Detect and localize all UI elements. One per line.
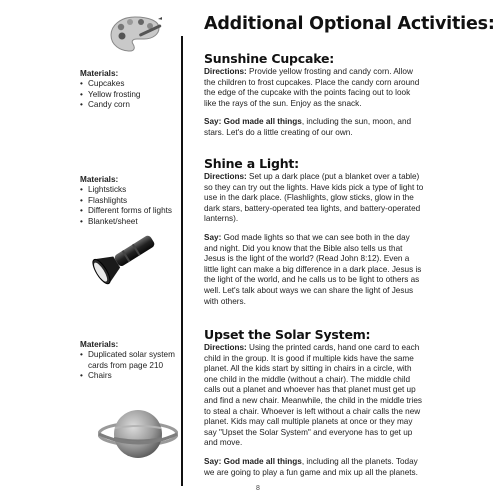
activity-section-solar bbox=[204, 327, 424, 486]
directions-text: Using the printed cards, hand one card to each child in the group. It is good if multiple kids have the same planet. All the kids start by sitting in chairs in a circle, with one child in the middle (without a chair). The middle child calls out a planet and whoever has that planet must get up and find a new chair. Meanwhile, the child in the middle tries to steal a chair. Whoever is left without a chair calls the new planet. Kids may call multiple planets at once or they may say "Upset the Solar System" and everyone has to get up and move. bbox=[204, 343, 422, 448]
materials-item: • Cupcakes bbox=[80, 79, 175, 89]
say-text: God made lights so that we can see both in the day and night. Did you know that the Bible also tells us that Jesus is the light of the world? (Read John 8:12). Even a little light can make a big difference in a dark place. Jesus is the light of the world, and he calls us to be light to others as well. Let's talk about ways we can share the light of Jesus with others. bbox=[204, 232, 422, 306]
directions-label: Directions: bbox=[204, 343, 247, 352]
say-text: , including the sun, moon, and stars. Let's do a little creating of our own. bbox=[204, 117, 412, 137]
materials-heading: Materials: bbox=[80, 69, 119, 78]
materials-list bbox=[80, 350, 175, 381]
page-number: 8 bbox=[256, 485, 260, 492]
column-divider bbox=[181, 36, 183, 486]
materials-heading: Materials: bbox=[80, 175, 119, 184]
paint-palette-icon bbox=[108, 14, 162, 54]
say-label: Say: God made all things bbox=[204, 456, 302, 466]
materials-item: • Lightsticks bbox=[80, 185, 175, 195]
activity-title: Upset the Solar System: bbox=[204, 327, 371, 342]
materials-item: • Candy corn bbox=[80, 100, 175, 110]
activity-say bbox=[204, 117, 424, 138]
directions-text: Provide yellow frosting and candy corn. Allow the children to frost cupcakes. Place the candy corn around the edge of the cupcake with the points facing out to look like the rays of the sun. Enjoy as the snack. bbox=[204, 67, 420, 108]
say-label: Say: God made all things bbox=[204, 117, 302, 127]
page-title: Additional Optional Activities: bbox=[204, 14, 495, 34]
activity-section-light bbox=[204, 156, 424, 315]
materials-item: • Blanket/sheet bbox=[80, 217, 175, 227]
materials-list bbox=[80, 185, 175, 227]
activity-say bbox=[204, 457, 424, 478]
materials-item: • Different forms of lights bbox=[80, 206, 175, 216]
materials-list bbox=[80, 79, 175, 110]
materials-item: • Flashlights bbox=[80, 196, 175, 206]
directions-label: Directions: bbox=[204, 67, 247, 76]
materials-block-solar bbox=[80, 340, 175, 382]
activity-say bbox=[204, 233, 424, 307]
activity-title: Shine a Light: bbox=[204, 156, 299, 171]
materials-block-light bbox=[80, 175, 175, 227]
flashlight-icon bbox=[86, 228, 166, 286]
directions-text: Set up a dark place (put a blanket over a table) so they can try out the lights. Have kids pick a type of light to use in the dark place. (Flashlights, glow sticks, glow in the dark stars, battery-operated tea lights, and battery-operated lanterns). bbox=[204, 172, 424, 224]
saturn-planet-icon bbox=[98, 398, 178, 470]
activity-directions bbox=[204, 172, 424, 225]
materials-heading: Materials: bbox=[80, 340, 119, 349]
materials-item: • Chairs bbox=[80, 371, 175, 381]
activity-title: Sunshine Cupcake: bbox=[204, 51, 335, 66]
materials-item: • Duplicated solar system cards from page 210 bbox=[80, 350, 175, 371]
say-text: , including all the planets. Today we are going to play a fun game and mix up all the planets. bbox=[204, 456, 418, 477]
materials-item: • Yellow frosting bbox=[80, 90, 175, 100]
activity-directions bbox=[204, 67, 424, 109]
activity-section-cupcake bbox=[204, 51, 424, 147]
materials-block-cupcake bbox=[80, 69, 175, 111]
directions-label: Directions: bbox=[204, 172, 247, 181]
say-label: Say: bbox=[204, 232, 222, 242]
activity-directions bbox=[204, 343, 424, 449]
